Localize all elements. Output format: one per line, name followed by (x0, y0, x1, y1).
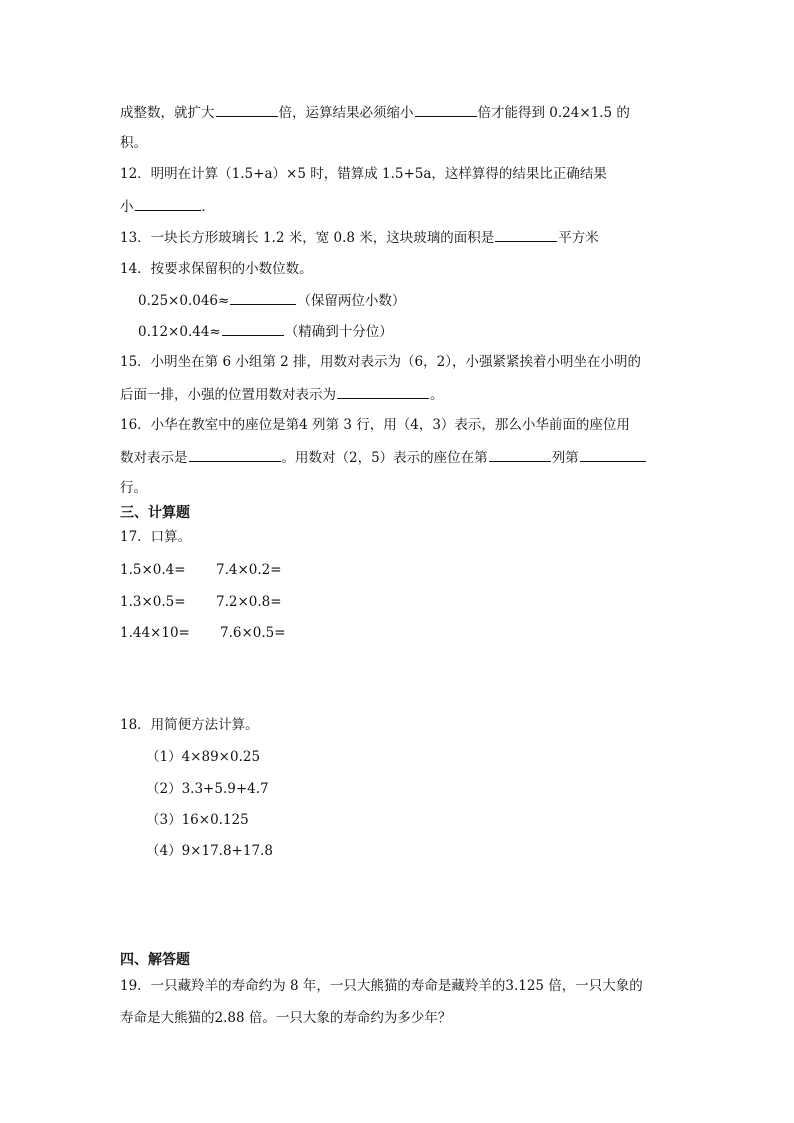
simplify-calc-item: （4）9×17.8+17.8 (146, 843, 273, 859)
question-11-line (120, 102, 630, 123)
question-19-line-1: 19．一只藏羚羊的寿命约为 8 年，一只大熊猫的寿命是藏羚羊的3.125 倍，一只大象的 (120, 978, 643, 994)
answer-blank[interactable] (415, 102, 477, 117)
question-15-line-1: 15．小明坐在第 6 小组第 2 排，用数对表示为（6，2），小强紧紧挨着小明坐在小明的 (120, 354, 641, 370)
q12-suffix: ． (201, 199, 215, 215)
mental-calc-item: 7.6×0.5= (220, 625, 286, 641)
answer-blank[interactable] (489, 447, 551, 462)
mental-calc-item: 1.44×10= (120, 625, 190, 641)
q14-a-note: （保留两位小数） (297, 293, 406, 309)
question-12-text: 12．明明在计算（1.5+a）×5 时，错算成 1.5+5a，这样算得的结果比正确结果 (120, 166, 607, 182)
simplify-calc-item: （2）3.3+5.9+4.7 (146, 781, 269, 797)
q14-b-note: （精确到十分位） (284, 324, 393, 340)
question-19-line-2: 寿命是大熊猫的2.88 倍。一只大象的寿命约为多少年？ (120, 1010, 452, 1026)
q16-text-c: 列第 (551, 450, 579, 466)
answer-blank[interactable] (495, 227, 557, 242)
q13-text: 13．一块长方形玻璃长 1.2 米，宽 0.8 米，这块玻璃的面积是 (120, 230, 495, 246)
mental-calc-item: 7.2×0.8= (216, 594, 282, 610)
question-12-answer-line (120, 196, 215, 217)
answer-blank[interactable] (222, 321, 284, 336)
question-14-text: 14．按要求保留积的小数位数。 (120, 261, 313, 277)
q16-text-d: 行。 (120, 480, 147, 496)
mental-calc-item: 1.5×0.4= (120, 562, 186, 578)
q13-unit: 平方米 (558, 230, 599, 246)
q11-text-3: 倍才能得到 0.24×1.5 的 (477, 105, 630, 121)
question-17-text: 17．口算。 (120, 529, 192, 545)
q11-text-2: 倍，运算结果必须缩小 (278, 105, 414, 121)
section-4-heading: 四、解答题 (120, 952, 190, 968)
question-13 (120, 227, 599, 248)
question-16-line-1: 16．小华在教室中的座位是第4 列第 3 行，用（4，3）表示，那么小华前面的座位用 (120, 417, 630, 433)
answer-blank[interactable] (189, 447, 281, 462)
q14-a-expression: 0.25×0.046≈ (138, 293, 230, 309)
answer-blank[interactable] (230, 290, 296, 305)
simplify-calc-item: （1）4×89×0.25 (146, 749, 261, 765)
q14-b-expression: 0.12×0.44≈ (138, 324, 221, 340)
question-14-part-b (138, 321, 393, 342)
mental-calc-item: 1.3×0.5= (120, 594, 186, 610)
question-14-part-a (138, 290, 405, 311)
q12-prefix: 小 (120, 199, 134, 215)
q15-end: 。 (430, 387, 444, 403)
q16-text-a: 数对表示是 (120, 450, 188, 466)
q15-text: 后面一排，小强的位置用数对表示为 (120, 387, 336, 403)
answer-blank[interactable] (216, 102, 278, 117)
answer-blank[interactable] (580, 447, 646, 462)
question-16-line-2 (120, 447, 647, 468)
q11-text-1: 成整数，就扩大 (120, 105, 215, 121)
answer-blank[interactable] (337, 384, 429, 399)
simplify-calc-item: （3）16×0.125 (146, 812, 249, 828)
answer-blank[interactable] (135, 196, 201, 211)
question-15-line-2 (120, 384, 444, 405)
q11-text-4: 积。 (120, 135, 147, 151)
q16-text-b: 。用数对（2，5）表示的座位在第 (281, 450, 488, 466)
question-18-text: 18．用简便方法计算。 (120, 717, 259, 733)
mental-calc-item: 7.4×0.2= (216, 562, 282, 578)
section-3-heading: 三、计算题 (120, 505, 190, 521)
